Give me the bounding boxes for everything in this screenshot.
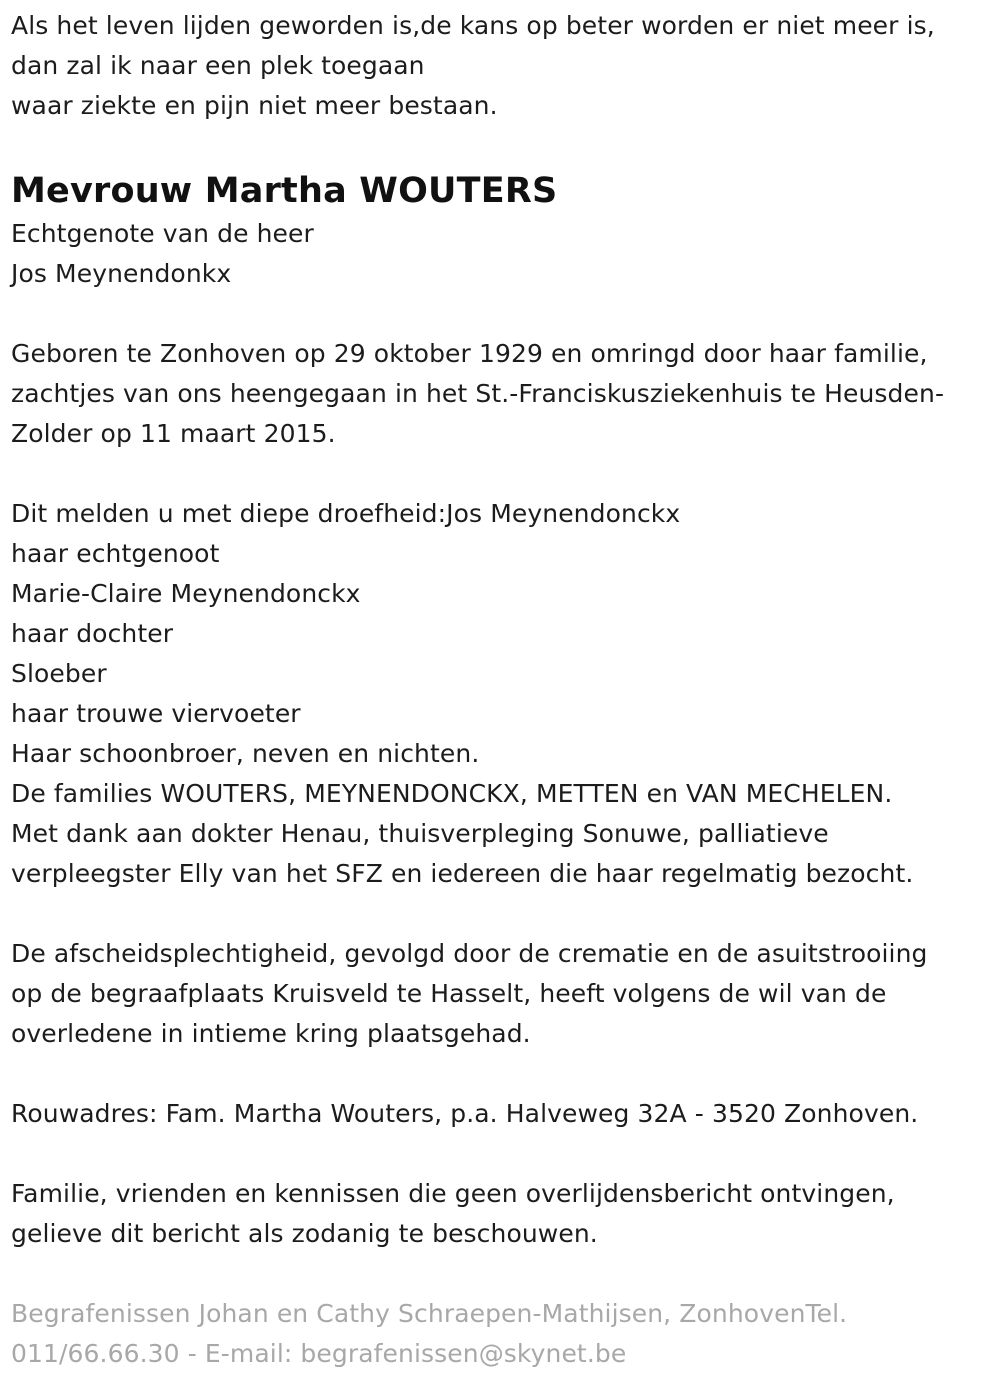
notice-line: Familie, vrienden en kennissen die geen overlijdensbericht ontvingen,	[11, 1179, 895, 1208]
family-line: haar trouwe viervoeter	[11, 699, 301, 728]
obituary-document	[11, 6, 996, 1374]
family-line: Haar schoonbroer, neven en nichten.	[11, 739, 480, 768]
spouse-line: Echtgenote van de heer	[11, 219, 314, 248]
family-line: verpleegster Elly van het SFZ en iedereen die haar regelmatig bezocht.	[11, 859, 914, 888]
footer-line: 011/66.66.30 - E-mail: begrafenissen@skynet.be	[11, 1339, 627, 1368]
family-line: Sloeber	[11, 659, 107, 688]
family-line: haar echtgenoot	[11, 539, 220, 568]
deceased-name-title: Mevrouw Martha WOUTERS	[11, 171, 558, 211]
ceremony-line: overledene in intieme kring plaatsgehad.	[11, 1019, 531, 1048]
family-line: Dit melden u met diepe droefheid:Jos Meynendonckx	[11, 499, 681, 528]
address-section	[11, 1094, 996, 1134]
ceremony-section	[11, 934, 996, 1054]
family-line: Marie-Claire Meynendonckx	[11, 579, 361, 608]
poem-line: dan zal ik naar een plek toegaan	[11, 51, 425, 80]
birth-death-line: Zolder op 11 maart 2015.	[11, 419, 336, 448]
family-line: Met dank aan dokter Henau, thuisverpleging Sonuwe, palliatieve	[11, 819, 829, 848]
funeral-home-footer	[11, 1294, 996, 1374]
poem-line: Als het leven lijden geworden is,de kans op beter worden er niet meer is,	[11, 11, 935, 40]
birth-death-line: Geboren te Zonhoven op 29 oktober 1929 en omringd door haar familie,	[11, 339, 928, 368]
footer-line: Begrafenissen Johan en Cathy Schraepen-Mathijsen, ZonhovenTel.	[11, 1299, 848, 1328]
spacer	[11, 294, 996, 334]
family-section	[11, 494, 996, 894]
birth-death-line: zachtjes van ons heengegaan in het St.-Franciskusziekenhuis te Heusden-	[11, 379, 945, 408]
notice-section	[11, 1174, 996, 1254]
spacer	[11, 454, 996, 494]
spacer	[11, 894, 996, 934]
family-line: De families WOUTERS, MEYNENDONCKX, METTEN en VAN MECHELEN.	[11, 779, 893, 808]
family-line: haar dochter	[11, 619, 174, 648]
poem-line: waar ziekte en pijn niet meer bestaan.	[11, 91, 498, 120]
spacer	[11, 126, 996, 168]
spacer	[11, 1054, 996, 1094]
ceremony-line: op de begraafplaats Kruisveld te Hasselt, heeft volgens de wil van de	[11, 979, 887, 1008]
ceremony-line: De afscheidsplechtigheid, gevolgd door de crematie en de asuitstrooiing	[11, 939, 928, 968]
notice-line: gelieve dit bericht als zodanig te beschouwen.	[11, 1219, 598, 1248]
spouse-line: Jos Meynendonkx	[11, 259, 232, 288]
spouse-section	[11, 214, 996, 294]
spacer	[11, 1254, 996, 1294]
birth-death-section	[11, 334, 996, 454]
poem-section	[11, 6, 996, 126]
spacer	[11, 1134, 996, 1174]
address-line: Rouwadres: Fam. Martha Wouters, p.a. Halveweg 32A - 3520 Zonhoven.	[11, 1099, 919, 1128]
